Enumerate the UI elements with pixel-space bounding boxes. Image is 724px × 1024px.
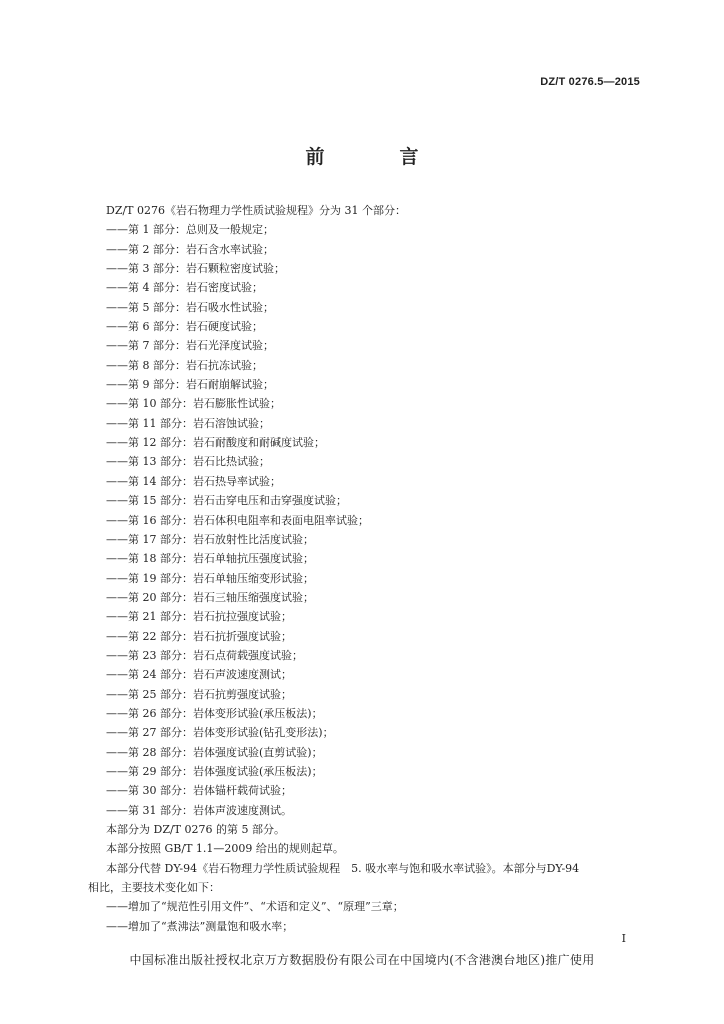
part-list-item: ——第 16 部分：岩石体积电阻率和表面电阻率试验； (106, 513, 369, 527)
paragraph-replacement: 本部分代替 DY-94《岩石物理力学性质试验规程 5. 吸水率与饱和吸水率试验》。本部分与DY-94 (106, 861, 580, 875)
change-item: ——增加了“规范性引用文件”、“术语和定义”、“原理”三章； (106, 900, 404, 914)
part-list-item: ——第 15 部分：岩石击穿电压和击穿强度试验； (106, 494, 347, 508)
part-list-item: ——第 3 部分：岩石颗粒密度试验； (106, 262, 285, 276)
part-list-item: ——第 7 部分：岩石光泽度试验； (106, 339, 274, 353)
part-list-item: ——第 13 部分：岩石比热试验； (106, 455, 270, 469)
part-list-item: ——第 29 部分：岩体强度试验(承压板法)； (106, 764, 323, 778)
part-list-item: ——第 9 部分：岩石耐崩解试验； (106, 378, 274, 392)
part-list-item: ——第 27 部分：岩体变形试验(钻孔变形法)； (106, 726, 334, 740)
paragraph-part-statement: 本部分为 DZ/T 0276 的第 5 部分。 (106, 823, 285, 836)
part-list-item: ——第 6 部分：岩石硬度试验； (106, 320, 263, 334)
paragraph-drafting-rules: 本部分按照 GB/T 1.1—2009 给出的规则起草。 (106, 842, 344, 856)
part-list-item: ——第 24 部分：岩石声波速度测试； (106, 668, 292, 682)
part-list-item: ——第 1 部分：总则及一般规定； (106, 223, 274, 237)
part-list-item: ——第 28 部分：岩体强度试验(直剪试验)； (106, 745, 323, 759)
part-list-item: ——第 23 部分：岩石点荷载强度试验； (106, 648, 303, 662)
paragraph-replacement-cont: 相比，主要技术变化如下： (88, 881, 220, 895)
part-list-item: ——第 11 部分：岩石溶蚀试验； (106, 416, 270, 430)
part-list-item: ——第 4 部分：岩石密度试验； (106, 281, 263, 295)
part-list-item: ——第 22 部分：岩石抗折强度试验； (106, 629, 292, 643)
part-list-item: ——第 2 部分：岩石含水率试验； (106, 242, 274, 256)
footer-license-notice: 中国标准出版社授权北京万方数据股份有限公司在中国境内(不含港澳台地区)推广使用 (129, 953, 595, 967)
parts-list (88, 220, 634, 820)
part-list-item: ——第 20 部分：岩石三轴压缩强度试验； (106, 590, 314, 604)
part-list-item: ——第 14 部分：岩石热导率试验； (106, 474, 281, 488)
part-list-item: ——第 31 部分：岩体声波速度测试。 (106, 803, 292, 817)
part-list-item: ——第 30 部分：岩体锚杆载荷试验； (106, 784, 292, 798)
part-list-item: ——第 18 部分：岩石单轴抗压强度试验； (106, 552, 314, 566)
part-list-item: ——第 17 部分：岩石放射性比活度试验； (106, 532, 314, 546)
part-list-item: ——第 12 部分：岩石耐酸度和耐碱度试验； (106, 436, 325, 450)
part-list-item: ——第 10 部分：岩石膨胀性试验； (106, 397, 281, 411)
page-title: 前 言 (305, 146, 447, 168)
part-list-item: ——第 19 部分：岩石单轴压缩变形试验； (106, 571, 314, 585)
part-list-item: ——第 8 部分：岩石抗冻试验； (106, 358, 263, 372)
part-list-item: ——第 5 部分：岩石吸水性试验； (106, 300, 274, 314)
document-body (88, 201, 634, 936)
intro-paragraph: DZ/T 0276《岩石物理力学性质试验规程》分为 31 个部分： (106, 204, 406, 217)
part-list-item: ——第 25 部分：岩石抗剪强度试验； (106, 687, 292, 701)
standard-code-header: DZ/T 0276.5—2015 (540, 76, 640, 88)
page-number: I (621, 932, 626, 945)
part-list-item: ——第 21 部分：岩石抗拉强度试验； (106, 610, 292, 624)
part-list-item: ——第 26 部分：岩体变形试验(承压板法)； (106, 706, 323, 720)
change-item: ——增加了“煮沸法”测量饱和吸水率； (106, 919, 294, 933)
